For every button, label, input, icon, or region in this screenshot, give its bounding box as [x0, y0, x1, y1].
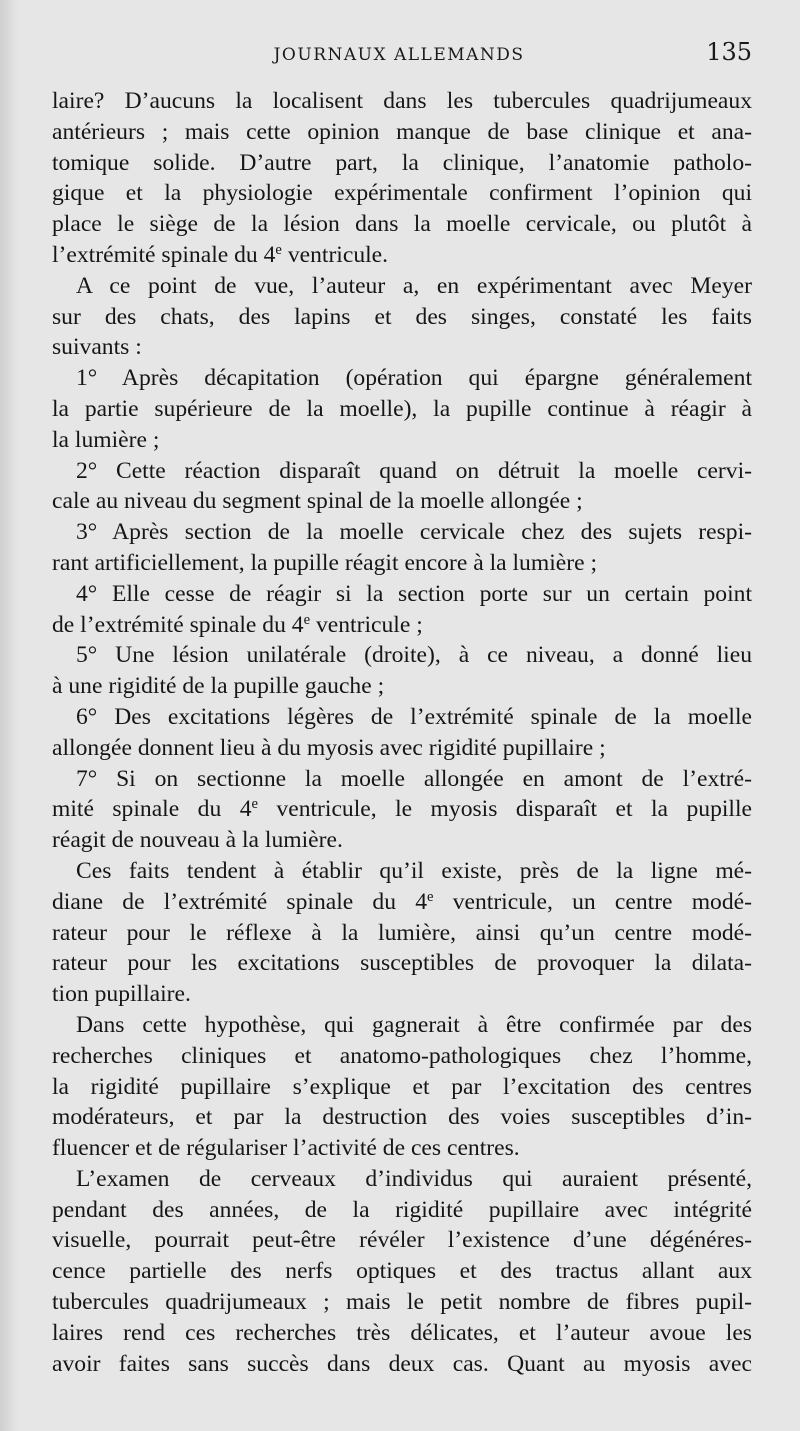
- page-number: 135: [706, 38, 752, 66]
- text-line: visuelle, pourrait peut-être révéler l’existence d’une dégénéres-: [52, 1227, 752, 1254]
- text-line: laire? D’aucuns la localisent dans les tubercules quadrijumeaux: [52, 88, 752, 114]
- body-text: [52, 86, 752, 1379]
- text-line: rant artificiellement, la pupille réagit encore à la lumière ;: [52, 549, 598, 576]
- paragraph: [52, 764, 752, 856]
- text-line: tion pupillaire.: [52, 981, 191, 1008]
- text-line: tubercules quadrijumeaux ; mais le petit nombre de fibres pupil-: [52, 1289, 752, 1316]
- paragraph: [52, 456, 752, 518]
- text-line: l’extrémité spinale du 4e ventricule.: [52, 241, 389, 268]
- paragraph: [52, 363, 752, 455]
- text-line: suivants :: [52, 334, 142, 361]
- text-line: Ces faits tendent à établir qu’il existe, près de la ligne mé-: [76, 857, 752, 884]
- text-line: 5° Une lésion unilatérale (droite), à ce niveau, a donné lieu: [76, 642, 752, 669]
- paragraph: [52, 517, 752, 579]
- text-line: 1° Après décapitation (opération qui épargne généralement: [76, 365, 752, 392]
- text-line: pendant des années, de la rigidité pupillaire avec intégrité: [52, 1196, 752, 1223]
- text-line: fluencer et de régulariser l’activité de ces centres.: [52, 1135, 520, 1162]
- text-line: laires rend ces recherches très délicates, et l’auteur avoue les: [52, 1319, 752, 1346]
- paragraph: [52, 640, 752, 702]
- text-line: la partie supérieure de la moelle), la pupille continue à réagir à: [52, 395, 752, 422]
- text-line: de l’extrémité spinale du 4e ventricule ;: [52, 611, 423, 638]
- text-line: recherches cliniques et anatomo-pathologiques chez l’homme,: [52, 1042, 752, 1069]
- text-line: A ce point de vue, l’auteur a, en expérimentant avec Meyer: [76, 272, 752, 299]
- running-title: JOURNAUX ALLEMANDS: [273, 45, 525, 65]
- text-line: 2° Cette réaction disparaît quand on détruit la moelle cervi-: [76, 457, 752, 484]
- paragraph: [52, 856, 752, 1010]
- paragraph: [52, 1010, 752, 1164]
- text-line: à une rigidité de la pupille gauche ;: [52, 673, 385, 700]
- text-line: 6° Des excitations légères de l’extrémité spinale de la moelle: [76, 703, 752, 730]
- text-line: Dans cette hypothèse, qui gagnerait à être confirmée par des: [76, 1011, 752, 1038]
- paragraph: [52, 1164, 752, 1380]
- text-line: modérateurs, et par la destruction des voies susceptibles d’in-: [52, 1104, 752, 1131]
- text-line: 4° Elle cesse de réagir si la section porte sur un certain point: [76, 580, 752, 607]
- text-line: rateur pour le réflexe à la lumière, ainsi qu’un centre modé-: [52, 919, 752, 946]
- text-line: la lumière ;: [52, 426, 160, 453]
- text-line: allongée donnent lieu à du myosis avec rigidité pupillaire ;: [52, 734, 606, 761]
- text-line: la rigidité pupillaire s’explique et par l’excitation des centres: [52, 1073, 752, 1100]
- text-line: réagit de nouveau à la lumière.: [52, 827, 343, 854]
- text-line: 3° Après section de la moelle cervicale chez des sujets respi-: [76, 519, 752, 546]
- text-line: antérieurs ; mais cette opinion manque de base clinique et ana-: [52, 118, 752, 145]
- text-line: sur des chats, des lapins et des singes, constaté les faits: [52, 303, 752, 330]
- running-head: [52, 38, 752, 74]
- paragraph: [52, 271, 752, 363]
- text-line: mité spinale du 4e ventricule, le myosis disparaît et la pupille: [52, 796, 753, 823]
- text-line: cence partielle des nerfs optiques et des tractus allant aux: [52, 1258, 752, 1285]
- text-line: gique et la physiologie expérimentale confirment l’opinion qui: [52, 180, 752, 207]
- text-line: L’examen de cerveaux d’individus qui auraient présenté,: [76, 1165, 752, 1192]
- paragraph: [52, 702, 752, 764]
- text-line: place le siège de la lésion dans la moelle cervicale, ou plutôt à: [52, 211, 752, 238]
- text-line: cale au niveau du segment spinal de la moelle allongée ;: [52, 488, 583, 515]
- text-line: rateur pour les excitations susceptibles de provoquer la dilata-: [52, 950, 752, 977]
- text-line: tomique solide. D’autre part, la clinique, l’anatomie patholo-: [52, 149, 752, 176]
- text-line: diane de l’extrémité spinale du 4e ventricule, un centre modé-: [52, 888, 752, 915]
- paragraph: [52, 579, 752, 641]
- paragraph: [52, 86, 752, 271]
- text-line: 7° Si on sectionne la moelle allongée en amont de l’extré-: [76, 765, 752, 792]
- text-line: avoir faites sans succès dans deux cas. Quant au myosis avec: [52, 1350, 752, 1377]
